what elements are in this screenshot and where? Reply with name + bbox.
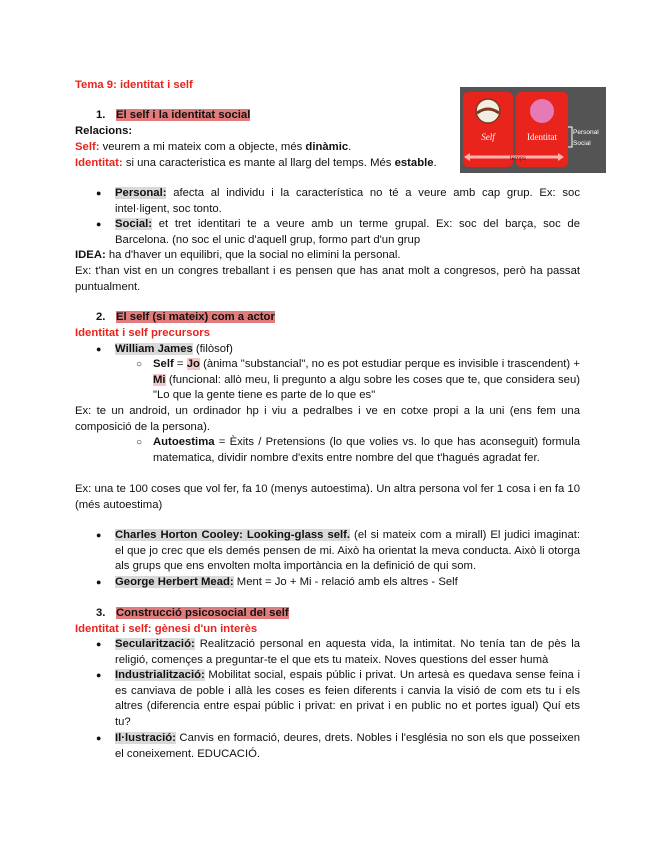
bullet-william-james: ● William James (filòsof) bbox=[75, 342, 580, 358]
bullet-social: ● Social: et tret identitari te a veure amb un terme grupal. Ex: soc del barça, soc de Barcelona. (no soc el unic d'aquell grup, formo part d'un grup bbox=[96, 218, 580, 246]
self-definition: Self: veurem a mi mateix com a objecte, més dinàmic. bbox=[75, 141, 352, 153]
example-android: Ex: te un android, un ordinador hp i viu a pedralbes i ve en cotxe propi a la uni (ens fem una composició de la persona). bbox=[75, 405, 580, 433]
diagram-svg bbox=[460, 87, 606, 173]
idea-line: IDEA: ha d'haver un equilibri, que la social no elimini la personal. bbox=[75, 249, 401, 261]
card-identitat-label: Identitat bbox=[527, 132, 557, 142]
section-3-heading: 3. Construcció psicosocial del self bbox=[96, 607, 289, 619]
self-identitat-diagram bbox=[460, 87, 606, 173]
side-social-label: Social bbox=[573, 140, 591, 147]
identitat-circle-icon bbox=[530, 99, 554, 123]
section-2-heading: 2. El self (si mateix) com a actor bbox=[96, 311, 275, 323]
bullet-illustracio: ● Il·lustració: Canvis en formació, deures, drets. Nobles i l'església no son els que posseixen el coneixement. EDUCACIÓ. bbox=[96, 732, 580, 760]
identitat-definition: Identitat: si una caracteristica es mante al llarg del temps. Més estable. bbox=[75, 157, 437, 169]
bullet-icon: ● bbox=[96, 733, 102, 743]
bullet-mead: ● George Herbert Mead: Ment = Jo + Mi - relació amb els altres - Self bbox=[75, 575, 580, 591]
bullet-icon: ● bbox=[96, 219, 102, 229]
subbullet-autoestima: ○ Autoestima = Èxits / Pretensions (lo que volies vs. lo que has aconseguit) formula matematica, dividir nombre d'exits entre nombre del que t'hagués agradat fer. bbox=[136, 436, 580, 464]
section-3-subheading: Identitat i self: gènesi d'un interès bbox=[75, 623, 258, 635]
bullet-cooley: ● Charles Horton Cooley: Looking-glass self. (el si mateix com a mirall) El judici imaginat: el que jo crec que els demés pensen de mi. Això ha orientat la meva conducta. Això li otorga als grups que ens envolten molta importància en la definició de qui som. bbox=[96, 529, 581, 573]
bullet-industrialitzacio: ● Industrialització: Mobilitat social, espais públic i privat. Un artesà es quedava sense feina i es canviava de poble i allà les coses es feien diferents i canvia la visió de com ets tu i els altres (diferencia entre espai públic i privat: en privat i en public no et portes igual) Quí ets tu? bbox=[96, 669, 580, 728]
bullet-icon: ● bbox=[96, 639, 102, 649]
side-personal-label: Personal bbox=[573, 129, 599, 136]
subbullet-self-jo-mi: ○ Self = Jo (ànima "substancial", no es pot estudiar perque es invisible i trascendent) + Mi (funcional: allò meu, li pregunto a algu sobre les coses que te, que considera seu) "Lo que la gente tiene es parte de lo que es" bbox=[136, 358, 580, 402]
card-self-label: Self bbox=[481, 132, 495, 142]
bullet-personal: ● Personal: afecta al individu i la característica no té a veure amb cap grup. Ex: soc intel·ligent, soc tonto. bbox=[96, 187, 580, 215]
bullet-icon: ● bbox=[96, 188, 102, 198]
bullet-icon: ● bbox=[96, 577, 102, 587]
bullet-icon: ● bbox=[96, 344, 102, 354]
document-title: Tema 9: identitat i self bbox=[75, 79, 193, 91]
bullet-icon: ● bbox=[96, 530, 102, 540]
example-autoestima: Ex: una te 100 coses que vol fer, fa 10 (menys autoestima). Un altra persona vol fer 1 cosa i en fa 10 (més autoestima) bbox=[75, 483, 580, 511]
circle-bullet-icon: ○ bbox=[136, 437, 143, 448]
time-label: temps bbox=[509, 156, 527, 162]
section-1-heading: 1. El self i la identitat social bbox=[96, 109, 251, 121]
circle-bullet-icon: ○ bbox=[136, 359, 143, 370]
bullet-secularitzacio: ● Secularització: Realització personal en aquesta vida, la intimitat. No tenía tan de pès la religió, començes a preguntar-te el que ets tu mateix. Noves questions del esser humà bbox=[96, 638, 580, 666]
relacions-label: Relacions: bbox=[75, 125, 133, 137]
section-2-subheading: Identitat i self precursors bbox=[75, 327, 210, 339]
example-congres: Ex: t'han vist en un congres treballant i es pensen que has anat molt a congresos, però ha passat puntualment. bbox=[75, 265, 580, 293]
bullet-icon: ● bbox=[96, 670, 102, 680]
